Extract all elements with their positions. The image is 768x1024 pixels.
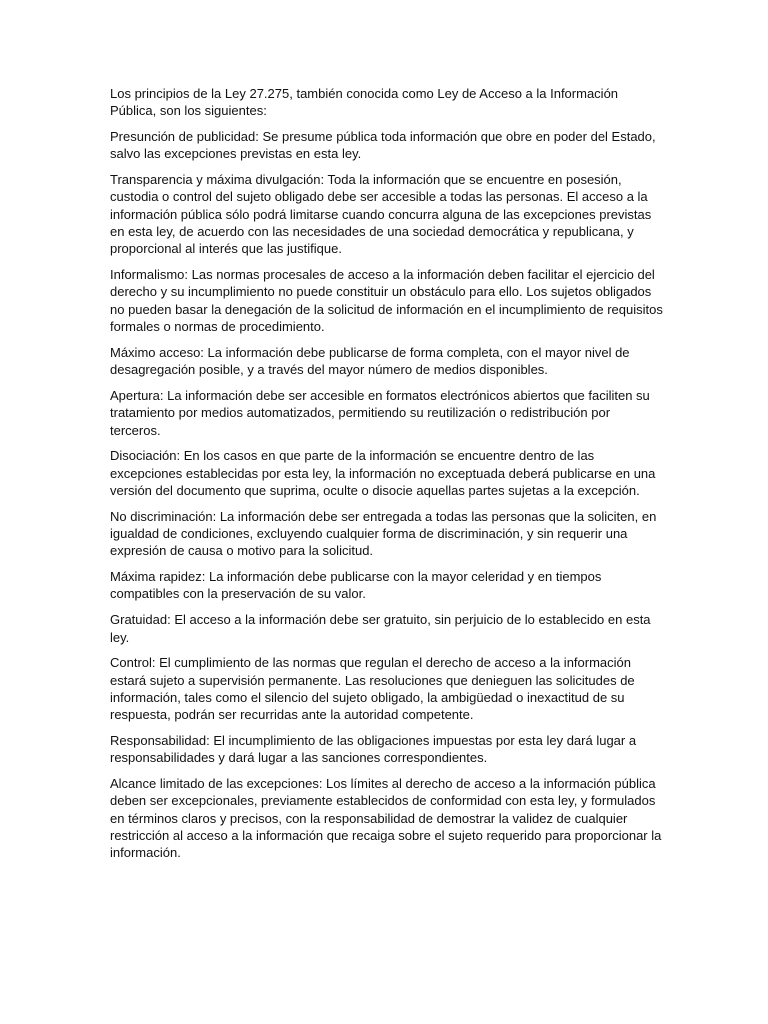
- principle-maxima-rapidez: Máxima rapidez: La información debe publicarse con la mayor celeridad y en tiempos compatibles con la preservación de su valor.: [110, 569, 602, 602]
- intro-paragraph: Los principios de la Ley 27.275, también conocida como Ley de Acceso a la Información Pública, son los siguientes:: [110, 86, 619, 119]
- principle-apertura: Apertura: La información debe ser accesible en formatos electrónicos abiertos que faciliten su tratamiento por medios automatizados, permitiendo su reutilización o redistribución por terceros.: [110, 387, 650, 438]
- principle-no-discriminacion: No discriminación: La información debe ser entregada a todas las personas que la soliciten, en igualdad de condiciones, excluyendo cualquier forma de discriminación, y sin requerir una expresión de causa o motivo para la solicitud.: [110, 508, 657, 559]
- principle-control: Control: El cumplimiento de las normas que regulan el derecho de acceso a la información estará sujeto a supervisión permanente. Las resoluciones que denieguen las solicitudes de información, tales como el silencio del sujeto obligado, la ambigüedad o inexactitud de su respuesta, podrán ser recurridas ante la autoridad competente.: [110, 655, 635, 723]
- principle-transparencia: Transparencia y máxima divulgación: Toda la información que se encuentre en posesión, custodia o control del sujeto obligado debe ser accesible a todas las personas. El acceso a la información pública sólo podrá limitarse cuando concurra alguna de las excepciones previstas en esta ley, de acuerdo con las necesidades de una sociedad democrática y republicana, y proporcional al interés que las justifique.: [110, 172, 652, 257]
- principle-maximo-acceso: Máximo acceso: La información debe publicarse de forma completa, con el mayor nivel de desagregación posible, y a través del mayor número de medios disponibles.: [110, 344, 630, 378]
- principle-disociacion: Disociación: En los casos en que parte de la información se encuentre dentro de las excepciones establecidas por esta ley, la información no exceptuada deberá publicarse en una versión del documento que suprima, oculte o disocie aquellas partes sujetas a la excepción.: [110, 448, 656, 498]
- principle-informalismo: Informalismo: Las normas procesales de acceso a la información deben facilitar el ejercicio del derecho y su incumplimiento no puede constituir un obstáculo para ello. Los sujetos obligados no pueden basar la denegación de la solicitud de información en el incumplimiento de requisitos formales o normas de procedimiento.: [110, 267, 663, 335]
- principle-presuncion-de-publicidad: Presunción de publicidad: Se presume pública toda información que obre en poder del Estado, salvo las excepciones previstas en esta ley.: [110, 129, 656, 162]
- principle-alcance-limitado: Alcance limitado de las excepciones: Los límites al derecho de acceso a la información pública deben ser excepcionales, previamente establecidos de conformidad con esta ley, y formulados en términos claros y precisos, con la responsabilidad de demostrar la validez de cualquier restricción al acceso a la información que recaiga sobre el sujeto requerido para proporcionar la información.: [110, 776, 662, 861]
- document-body: [110, 85, 664, 862]
- principle-responsabilidad: Responsabilidad: El incumplimiento de las obligaciones impuestas por esta ley dará lugar a responsabilidades y dará lugar a las sanciones correspondientes.: [110, 733, 637, 766]
- principle-gratuidad: Gratuidad: El acceso a la información debe ser gratuito, sin perjuicio de lo establecido en esta ley.: [110, 612, 651, 645]
